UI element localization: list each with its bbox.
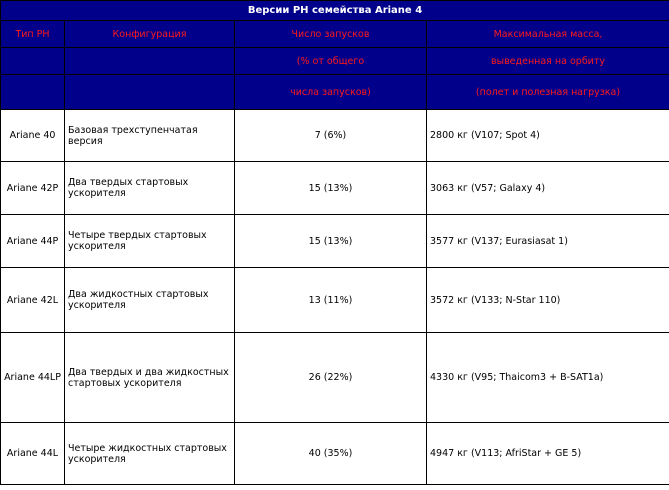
launcher-type: Ariane 40: [1, 110, 65, 162]
header-max-mass-line3: (полет и полезная нагрузка): [427, 75, 669, 110]
configuration: Два жидкостных стартовых ускорителя: [65, 268, 235, 333]
launch-count: 7 (6%): [235, 110, 427, 162]
max-mass: 3577 кг (V137; Eurasiasat 1): [427, 215, 669, 268]
launcher-type: Ariane 44P: [1, 215, 65, 268]
configuration: Базовая трехступенчатая версия: [65, 110, 235, 162]
header-row-1: [1, 21, 669, 48]
configuration: Четыре твердых стартовых ускорителя: [65, 215, 235, 268]
max-mass: 4947 кг (V113; AfriStar + GE 5): [427, 423, 669, 485]
configuration: Два твердых и два жидкостных стартовых ускорителя: [65, 333, 235, 423]
header-cell: [65, 48, 235, 75]
table-row: [1, 423, 669, 485]
max-mass: 2800 кг (V107; Spot 4): [427, 110, 669, 162]
launcher-type: Ariane 42P: [1, 162, 65, 215]
launch-count: 15 (13%): [235, 215, 427, 268]
table-row: [1, 333, 669, 423]
header-configuration: Конфигурация: [65, 21, 235, 48]
header-cell: [1, 75, 65, 110]
header-launcher-type: Тип РН: [1, 21, 65, 48]
header-max-mass: Максимальная масса,: [427, 21, 669, 48]
launcher-type: Ariane 42L: [1, 268, 65, 333]
launch-count: 40 (35%): [235, 423, 427, 485]
table-title-row: [1, 1, 669, 21]
launch-count: 26 (22%): [235, 333, 427, 423]
launch-count: 13 (11%): [235, 268, 427, 333]
header-launches: Число запусков: [235, 21, 427, 48]
header-cell: [1, 48, 65, 75]
header-row-3: [1, 75, 669, 110]
header-row-2: [1, 48, 669, 75]
table-row: [1, 215, 669, 268]
header-cell: [65, 75, 235, 110]
max-mass: 3063 кг (V57; Galaxy 4): [427, 162, 669, 215]
launch-count: 15 (13%): [235, 162, 427, 215]
max-mass: 4330 кг (V95; Thaicom3 + B-SAT1a): [427, 333, 669, 423]
table-row: [1, 268, 669, 333]
max-mass: 3572 кг (V133; N-Star 110): [427, 268, 669, 333]
configuration: Два твердых стартовых ускорителя: [65, 162, 235, 215]
table-row: [1, 110, 669, 162]
header-launches-line3: числа запусков): [235, 75, 427, 110]
table-row: [1, 162, 669, 215]
header-launches-line2: (% от общего: [235, 48, 427, 75]
launcher-type: Ariane 44LP: [1, 333, 65, 423]
table-title: Версии РН семейства Ariane 4: [1, 1, 669, 21]
header-max-mass-line2: выведенная на орбиту: [427, 48, 669, 75]
launcher-type: Ariane 44L: [1, 423, 65, 485]
configuration: Четыре жидкостных стартовых ускорителя: [65, 423, 235, 485]
